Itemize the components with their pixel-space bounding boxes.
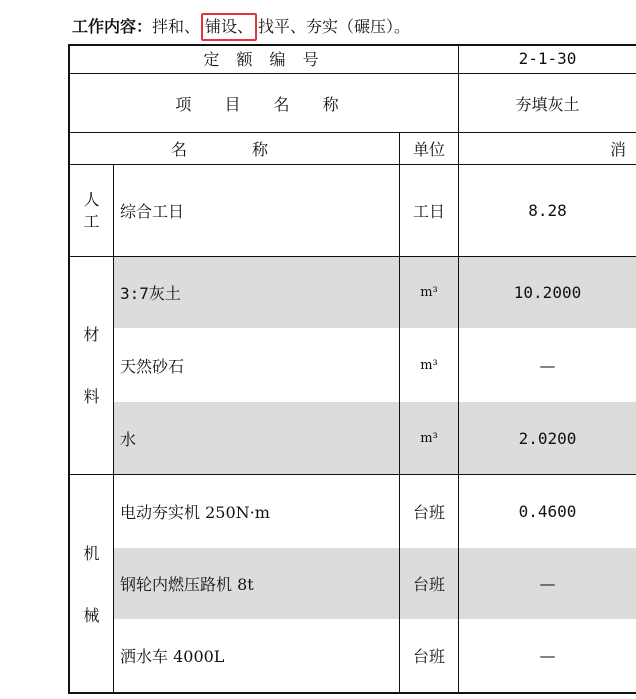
table-row-value: — xyxy=(539,356,556,375)
table-row-value: 10.2000 xyxy=(513,283,582,302)
table-row-name: 天然砂石 xyxy=(120,357,185,376)
table-row-name: 3:7灰土 xyxy=(120,284,181,303)
table-row-unit: 台班 xyxy=(412,647,445,666)
highlighted-text: 铺设、 xyxy=(201,13,257,41)
table-row-value: — xyxy=(539,574,556,593)
name-header: 名 称 xyxy=(170,140,299,159)
table-row-unit: m³ xyxy=(420,358,438,373)
table-row-name: 洒水车 4000L xyxy=(120,647,225,666)
group-labor: 人 工 xyxy=(83,189,100,231)
work-content-label: 工作内容： xyxy=(72,17,153,36)
group-material: 材 料 xyxy=(83,324,100,406)
quota-label: 定 额 编 号 xyxy=(203,50,325,69)
quota-number: 2-1-30 xyxy=(518,49,577,68)
table-row-name: 综合工日 xyxy=(120,202,185,221)
table-row-name: 水 xyxy=(120,429,137,449)
work-content-part1: 拌和、 xyxy=(152,17,201,36)
table-row-value: 0.4600 xyxy=(518,502,577,521)
table-row-unit: 工日 xyxy=(412,202,445,221)
table-row-value: 8.28 xyxy=(528,201,567,220)
group-machine: 机 械 xyxy=(83,543,100,625)
table-row-unit: m³ xyxy=(420,430,438,446)
work-content-part2: 找平、夯实（碾压）。 xyxy=(258,17,411,36)
work-content-line xyxy=(72,12,410,42)
table-row-unit: 台班 xyxy=(412,575,445,594)
table-row-name: 钢轮内燃压路机 8t xyxy=(120,575,254,594)
table-row-name: 电动夯实机 250N·m xyxy=(120,503,270,522)
table-row-value: 2.0200 xyxy=(518,428,577,448)
item-label: 项 目 名 称 xyxy=(175,94,353,114)
table-row-value: — xyxy=(539,646,556,665)
table-row-unit: m³ xyxy=(420,285,438,300)
unit-header: 单位 xyxy=(412,140,445,159)
table-row-unit: 台班 xyxy=(412,503,445,522)
consume-header: 消 xyxy=(610,140,627,159)
item-name: 夯填灰土 xyxy=(515,94,580,114)
